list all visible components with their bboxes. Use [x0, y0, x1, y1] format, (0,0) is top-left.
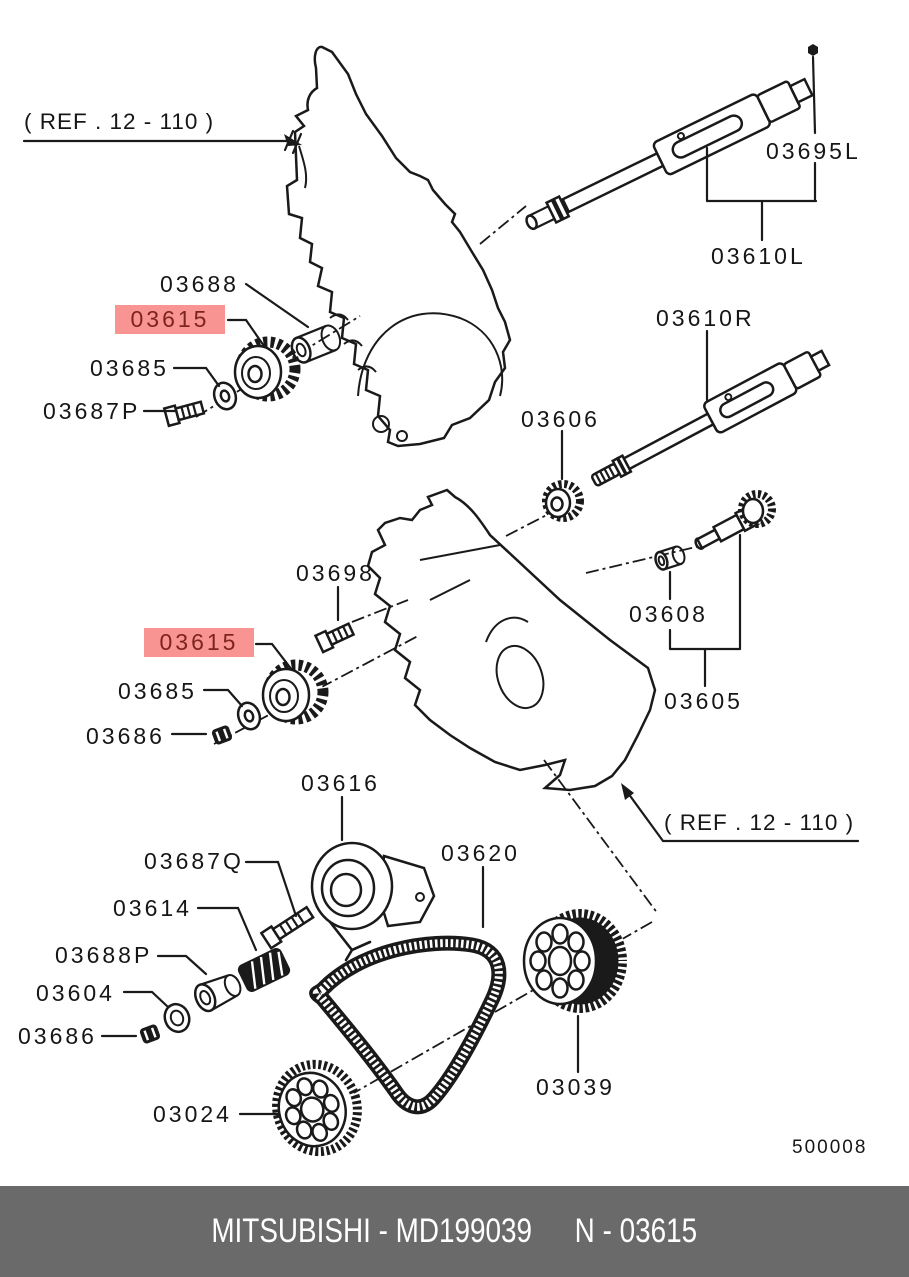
sprocket-03615-upper-drawing — [235, 342, 295, 398]
footer-bar — [0, 1186, 909, 1277]
footer-text — [212, 1212, 698, 1251]
part-label-03024[interactable]: 03024 — [153, 1101, 232, 1127]
part-label-03687Q[interactable]: 03687Q — [144, 848, 244, 874]
gear-03606-drawing — [546, 484, 580, 518]
footer-brand-part-number: MITSUBISHI - MD199039 — [211, 1212, 533, 1250]
part-label-03039[interactable]: 03039 — [536, 1074, 615, 1100]
footer-catalog-code: N - 03615 — [574, 1212, 698, 1250]
spacer-03688P-drawing — [191, 970, 244, 1014]
part-label-03695L[interactable]: 03695L — [766, 138, 861, 164]
part-label-03610L[interactable]: 03610L — [711, 243, 806, 269]
part-label-03685-lower[interactable]: 03685 — [118, 678, 197, 704]
nut-03686-mid-drawing — [211, 724, 233, 745]
bushing-03608-drawing — [653, 545, 686, 571]
part-label-03608[interactable]: 03608 — [629, 601, 708, 627]
bolt-03687P-drawing — [164, 399, 204, 426]
sprocket-03024-drawing — [265, 1054, 368, 1162]
part-label-03685-upper[interactable]: 03685 — [90, 355, 169, 381]
part-label-03606[interactable]: 03606 — [521, 406, 600, 432]
camshaft-bolt-drawing — [808, 44, 818, 56]
part-label-03615-upper-highlighted[interactable]: 03615 — [115, 305, 225, 334]
nut-03686-bottom-drawing — [139, 1023, 161, 1044]
engine-block-upper-drawing — [287, 47, 510, 446]
part-label-03686-mid[interactable]: 03686 — [86, 723, 165, 749]
part-label-03605[interactable]: 03605 — [664, 688, 743, 714]
part-label-03688[interactable]: 03688 — [160, 271, 239, 297]
part-label-03616[interactable]: 03616 — [301, 770, 380, 796]
sprocket-03615-lower-drawing — [263, 665, 323, 721]
sheet-number: 500008 — [792, 1137, 868, 1158]
ref-label-bottom: ( REF . 12 - 110 ) — [664, 810, 855, 835]
ref-label-top: ( REF . 12 - 110 ) — [24, 109, 215, 134]
part-label-03688P[interactable]: 03688P — [55, 942, 153, 968]
part-label-03604[interactable]: 03604 — [36, 980, 115, 1006]
part-label-03698[interactable]: 03698 — [296, 560, 375, 586]
balance-shaft-drawing — [692, 494, 772, 554]
sprocket-03039-drawing — [524, 909, 627, 1013]
part-label-03687P[interactable]: 03687P — [43, 398, 141, 424]
part-label-03620[interactable]: 03620 — [441, 840, 520, 866]
camshaft-right-drawing — [586, 343, 833, 496]
washer-03685-lower-drawing — [235, 700, 264, 733]
bolt-03698-drawing — [316, 621, 355, 652]
washer-03685-upper-drawing — [211, 380, 240, 413]
part-label-03686-bottom[interactable]: 03686 — [18, 1023, 97, 1049]
part-label-03610R[interactable]: 03610R — [656, 305, 755, 331]
part-label-03615-lower-highlighted[interactable]: 03615 — [144, 628, 254, 657]
bolt-03687Q-drawing — [261, 905, 314, 948]
spring-03614-drawing — [236, 946, 292, 994]
part-label-03614[interactable]: 03614 — [113, 895, 192, 921]
